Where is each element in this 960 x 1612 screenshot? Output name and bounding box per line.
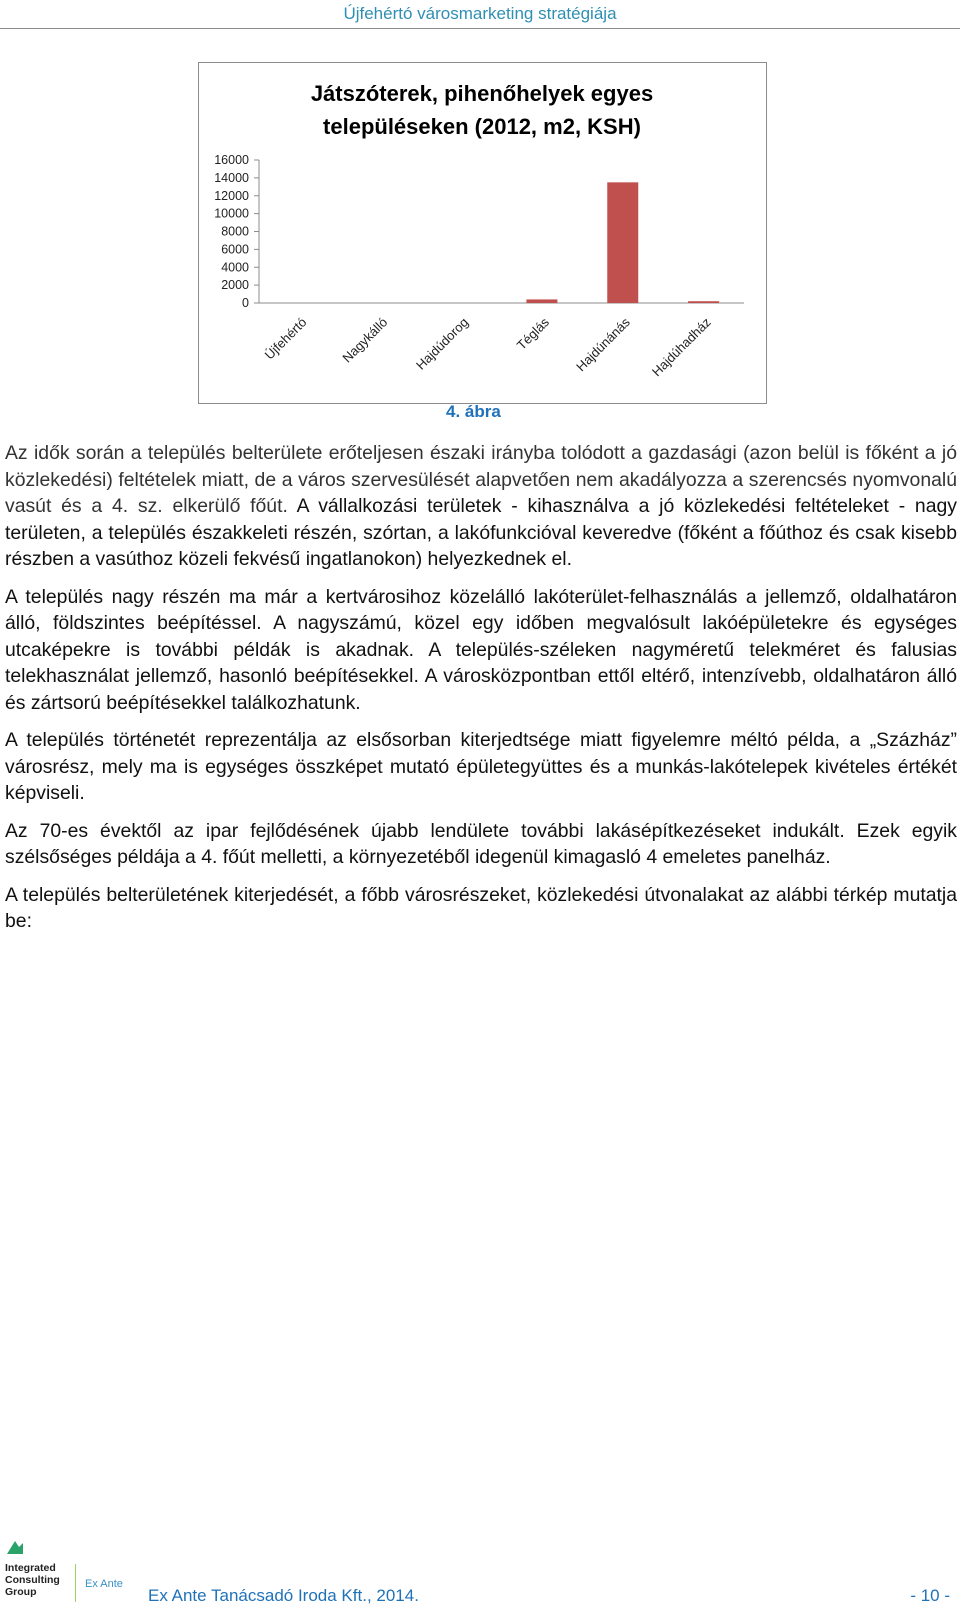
y-tick-label: 0	[242, 296, 249, 310]
logo-line-2: Consulting	[5, 1574, 60, 1586]
x-tick-label: Nagykálló	[339, 314, 391, 366]
bar-4	[607, 182, 638, 303]
logo-line-1: Integrated	[5, 1562, 56, 1574]
paragraph-5: A település belterületének kiterjedését, a főbb városrészeket, közlekedési útvonalakat az alábbi térkép mutatja be:	[5, 883, 957, 932]
bar-chart	[198, 62, 767, 404]
y-tick-label: 10000	[214, 206, 249, 221]
company-logo	[5, 1538, 145, 1608]
x-tick-label: Újfehértó	[261, 314, 310, 363]
body-text	[5, 440, 957, 946]
y-tick-label: 14000	[214, 170, 249, 185]
y-tick-label: 12000	[214, 188, 249, 203]
logo-line-3: Group	[5, 1586, 37, 1598]
running-header: Újfehértó városmarketing stratégiája	[0, 0, 960, 29]
x-tick-label: Hajdúdorog	[413, 314, 472, 373]
y-tick-label: 2000	[221, 278, 249, 293]
page-number: - 10 -	[910, 1586, 950, 1605]
y-tick-label: 6000	[221, 242, 249, 257]
logo-divider	[75, 1564, 76, 1602]
y-tick-label: 4000	[221, 260, 249, 275]
chart-title-line-2: településeken (2012, m2, KSH)	[323, 114, 641, 139]
paragraph-2: A település nagy részén ma már a kertvárosihoz közelálló lakóterület-felhasználás a jellemző, oldalhatáron álló, földszintes beépítéssel. A nagyszámú, közel egy időben megvalósult lakóépületekre és egységes utcaképekre is további példák is akadnak. A település-széleken nagyméretű telekméret és falusias telekhasználat jellemző, hasonló beépítésekkel. A városközpontban ettől eltérő, intenzívebb, oldalhatáron álló és zártsorú beépítésekkel találkozhatunk.	[5, 585, 957, 714]
y-tick-label: 8000	[221, 224, 249, 239]
bar-5	[688, 301, 719, 303]
logo-mark-icon	[5, 1538, 25, 1558]
figure-caption: 4. ábra	[446, 402, 501, 421]
bar-chart-svg	[199, 63, 766, 403]
logo-exante: Ex Ante	[85, 1578, 123, 1590]
y-tick-label: 16000	[214, 153, 249, 167]
x-tick-label: Téglás	[513, 314, 553, 353]
paragraph-4: Az 70-es évektől az ipar fejlődésének újabb lendülete további lakásépítkezéseket indukált. Ezek egyik szélsőséges példája a 4. főút melletti, a környezetéből idegenül kimagasló 4 emeletes panelház.	[5, 819, 957, 868]
paragraph-3: A település történetét reprezentálja az elsősorban kiterjedtsége miatt figyelemre méltó példa, a „Százház” városrész, mely ma is egységes összképet mutató épületegyüttes és a munkás-lakótelepek kivételes értékét képviseli.	[5, 729, 957, 804]
paragraph-1	[5, 440, 957, 573]
x-tick-label: Hajdúhadház	[648, 314, 714, 380]
footer-company: Ex Ante Tanácsadó Iroda Kft., 2014.	[148, 1586, 419, 1605]
paragraph-1-part-2: A vállalkozási területek - kihasználva a jó közlekedési feltételeket - nagy területen, a település északkeleti részén, szórtan, a lakófunkcióval keveredve (főként a főúthoz és csak kisebb részben a vasúthoz közeli fekvésű ingatlanokon) helyezkednek el.	[5, 495, 957, 570]
logo-text	[5, 1562, 60, 1598]
bar-3	[526, 299, 557, 303]
paragraph-1-part-1: Az idők során a település belterülete erőteljesen északi irányba tolódott a gazdasági (azon belül is főként a jó közlekedési) feltételek miatt, de a város szervesülését alapvetően nem akadályozza a szerencsés nyomvonalú vasút és a 4. sz. elkerülő főút.	[5, 442, 957, 517]
x-tick-label: Hajdúnánás	[573, 314, 633, 375]
chart-title-line-1: Játszóterek, pihenőhelyek egyes	[310, 81, 654, 106]
